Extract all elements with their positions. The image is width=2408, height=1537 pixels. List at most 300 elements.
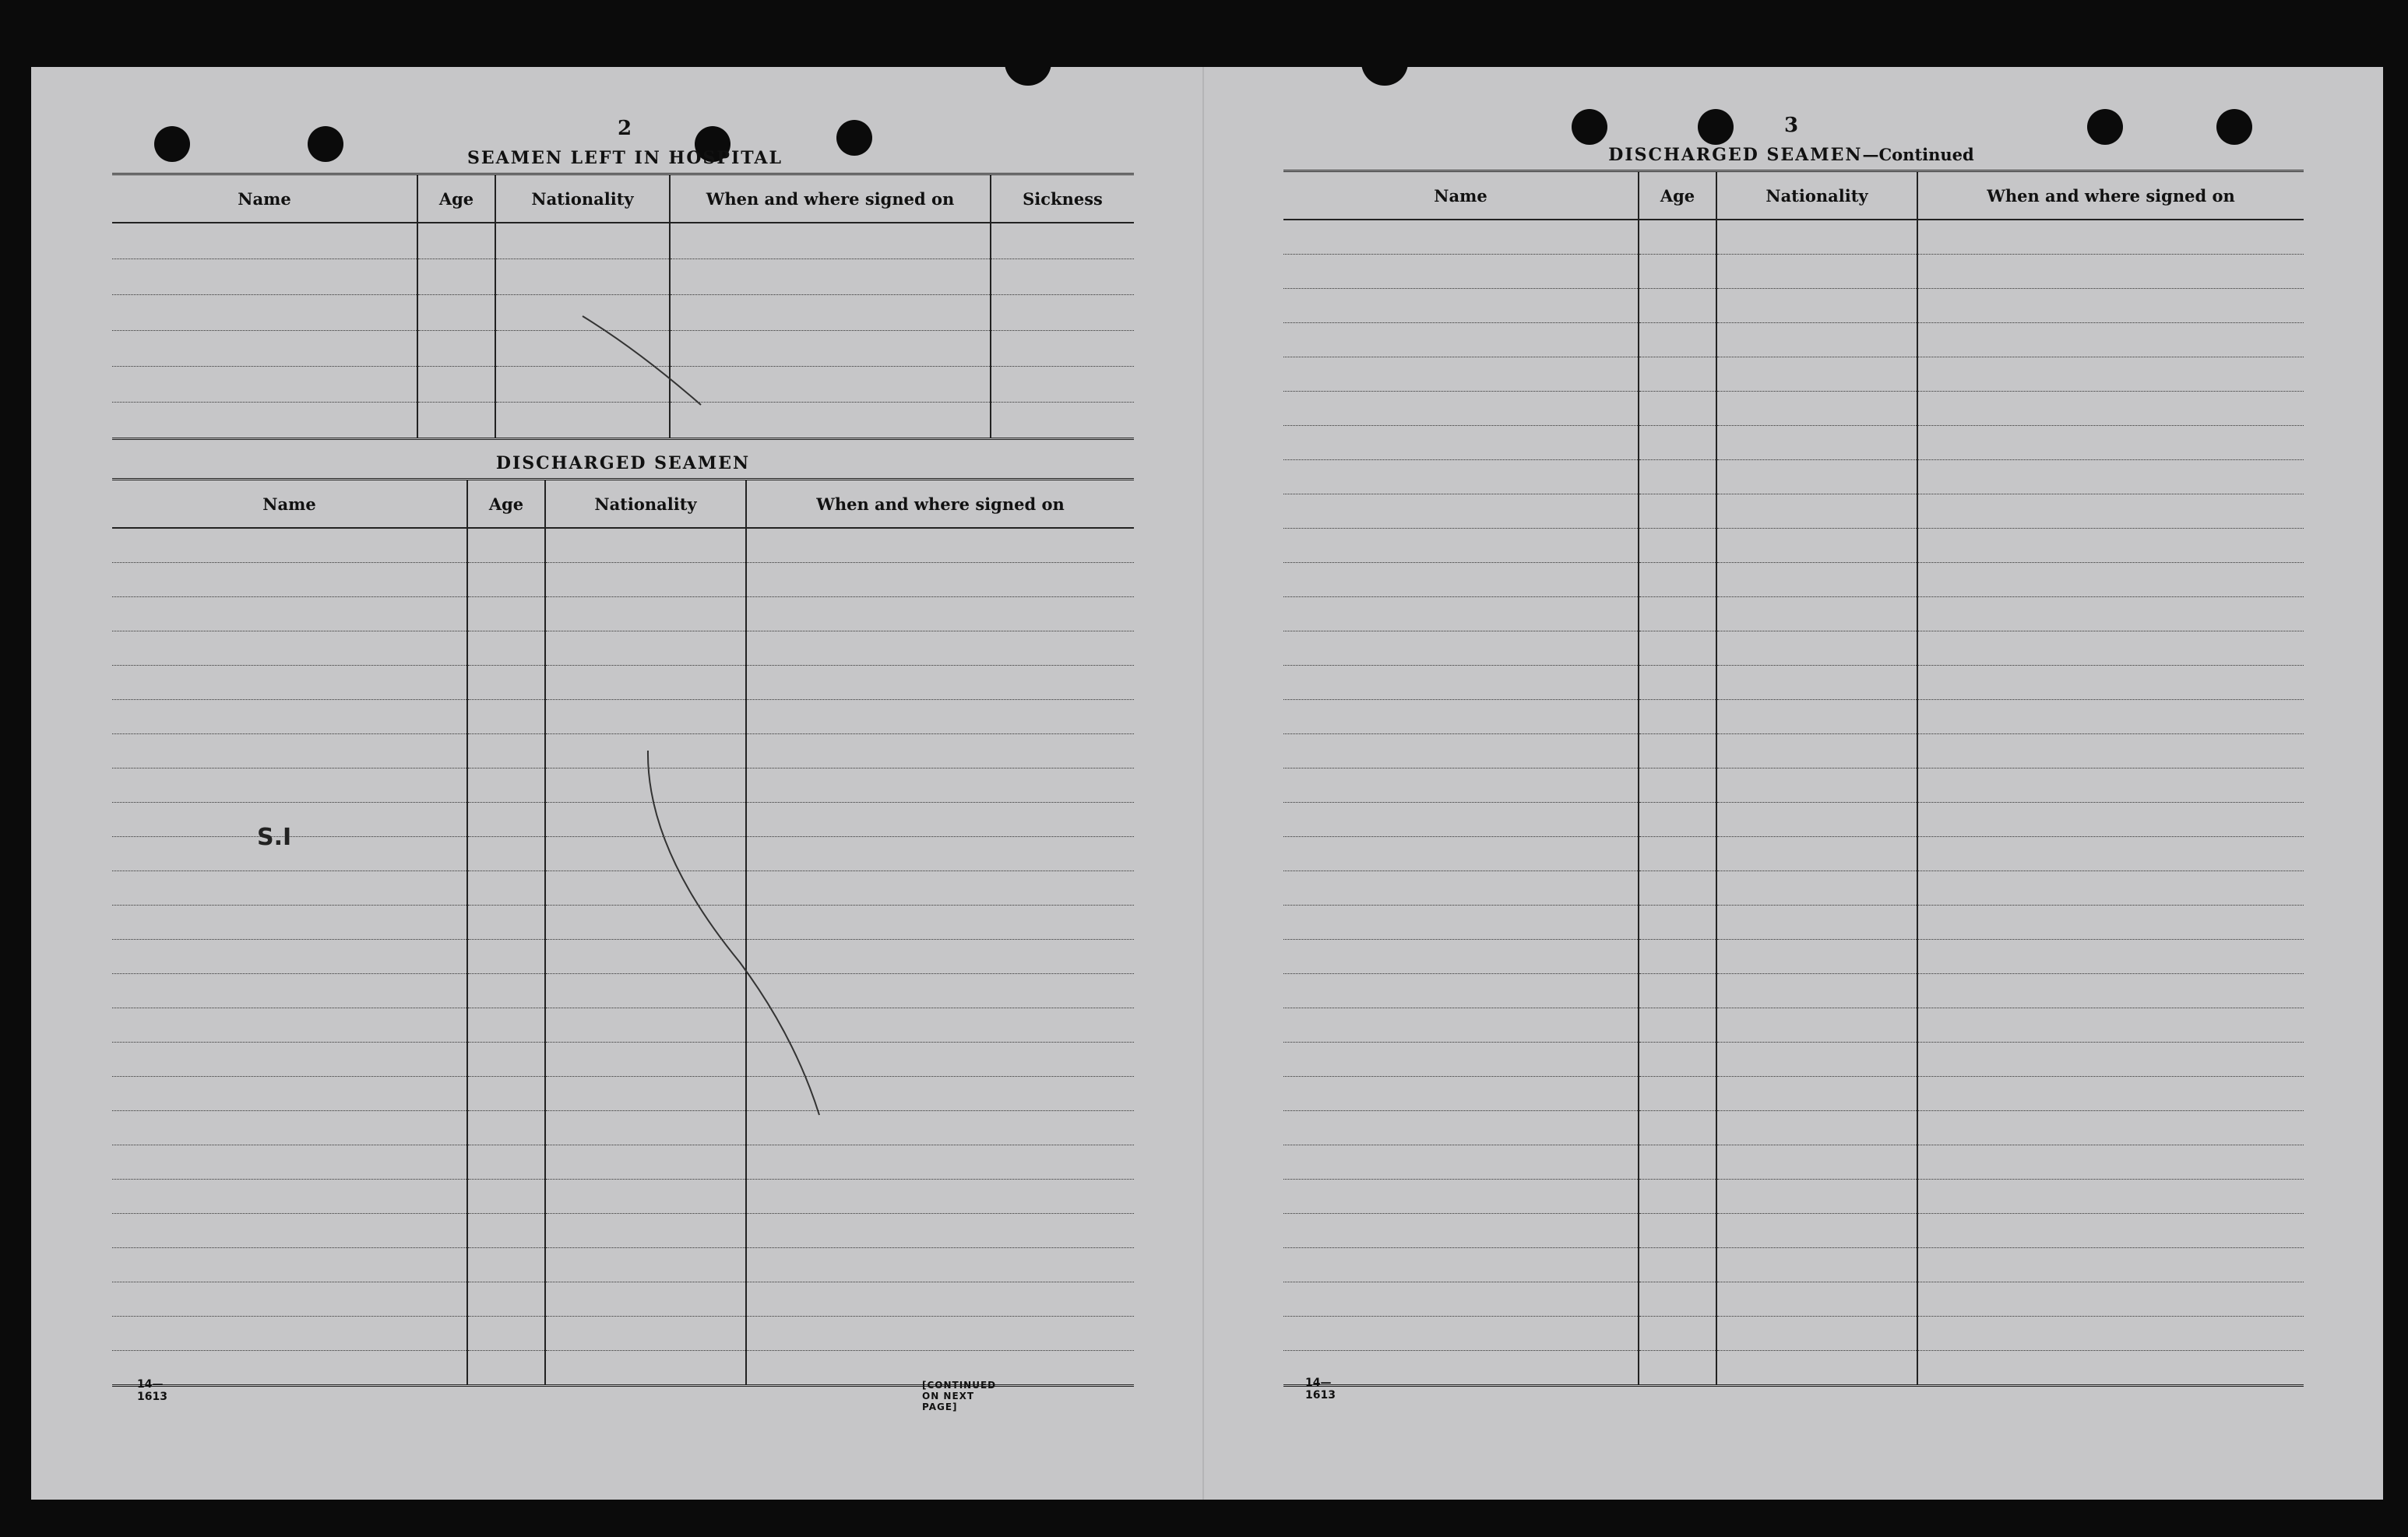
table-cell [746,528,1134,563]
table-row [112,1317,1134,1351]
table-cell [1639,255,1716,289]
table-cell [1716,563,1917,597]
table-cell [467,1111,545,1145]
column-header-signed-on: When and where signed on [746,480,1134,529]
table-cell [1639,1008,1716,1043]
table-cell [1917,289,2304,323]
table-cell [545,1282,746,1317]
table-row [112,871,1134,906]
table-cell [112,259,417,295]
table-row [112,974,1134,1008]
table-cell [991,223,1134,259]
table-cell [1283,631,1639,666]
table-cell [1639,974,1716,1008]
table-cell [112,871,467,906]
table-cell [467,768,545,803]
table-cell [467,700,545,734]
column-header-nationality: Nationality [1716,171,1917,220]
table-cell [545,734,746,768]
table-row [112,367,1134,403]
table-row [1283,734,2304,768]
table-cell [1917,563,2304,597]
table-row [112,295,1134,331]
table-cell [746,1180,1134,1214]
table-cell [545,597,746,631]
discharged-continued-table [1283,170,2304,1387]
table-cell [991,259,1134,295]
table-cell [495,223,670,259]
table-cell [467,1043,545,1077]
continued-note: [CONTINUED ON NEXT PAGE] [922,1380,997,1412]
table-cell [417,331,495,367]
table-cell [746,871,1134,906]
table-cell [1639,1248,1716,1282]
table-cell [670,295,991,331]
table-cell [1283,666,1639,700]
table-cell [545,1077,746,1111]
table-cell [746,563,1134,597]
table-cell [1716,1111,1917,1145]
table-cell [467,528,545,563]
table-row [1283,323,2304,357]
table-cell [112,734,467,768]
table-cell [1639,1214,1716,1248]
table-cell [1917,631,2304,666]
table-cell [1283,392,1639,426]
table-cell [545,700,746,734]
table-cell [1283,837,1639,871]
table-cell [1917,1351,2304,1386]
table-cell [1283,1214,1639,1248]
table-row [1283,803,2304,837]
table-cell [1917,460,2304,494]
table-row [112,563,1134,597]
table-cell [1283,460,1639,494]
table-cell [1917,1180,2304,1214]
table-cell [670,259,991,295]
discharged-table [112,478,1134,1387]
table-cell [467,974,545,1008]
table-row [112,1145,1134,1180]
table-cell [417,295,495,331]
column-header-age: Age [417,174,495,223]
table-cell [1917,974,2304,1008]
table-row [112,1180,1134,1214]
form-number: 14—1613 [1305,1377,1336,1402]
table-cell [467,666,545,700]
table-row [1283,906,2304,940]
column-header-sickness: Sickness [991,174,1134,223]
table-cell [1716,529,1917,563]
table-cell [545,528,746,563]
form-number: 14—1613 [137,1378,167,1403]
table-row [112,1248,1134,1282]
table-cell [1716,940,1917,974]
table-cell [1283,1043,1639,1077]
table-cell [1283,1282,1639,1317]
table-cell [1639,220,1716,255]
table-cell [112,1043,467,1077]
table-row [112,906,1134,940]
table-cell [1716,1180,1917,1214]
table-cell [1639,700,1716,734]
table-cell [670,223,991,259]
table-cell [1917,940,2304,974]
column-header-age: Age [1639,171,1716,220]
table-cell [1639,323,1716,357]
table-cell [112,331,417,367]
table-cell [467,1008,545,1043]
table-cell [1716,1214,1917,1248]
table-cell [1283,220,1639,255]
table-row [1283,940,2304,974]
table-row [1283,220,2304,255]
table-row [1283,1248,2304,1282]
table-cell [545,1317,746,1351]
table-cell [1716,803,1917,837]
table-row [112,666,1134,700]
table-cell [670,331,991,367]
table-cell [417,223,495,259]
table-cell [467,1248,545,1282]
table-row [112,700,1134,734]
table-row [1283,1077,2304,1111]
table-cell [545,666,746,700]
table-cell [1716,220,1917,255]
table-cell [1917,220,2304,255]
table-cell [1283,323,1639,357]
table-cell [545,906,746,940]
table-cell [1917,255,2304,289]
table-cell [1283,1077,1639,1111]
table-cell [1716,357,1917,392]
table-header-row [112,480,1134,529]
table-cell [991,331,1134,367]
table-cell [1917,357,2304,392]
binder-hole [2216,109,2252,145]
table-cell [1917,1111,2304,1145]
table-cell [1716,768,1917,803]
table-cell [1716,1043,1917,1077]
table-cell [1917,768,2304,803]
table-cell [1917,906,2304,940]
table-cell [1283,529,1639,563]
table-cell [1283,1248,1639,1282]
table-cell [112,563,467,597]
table-cell [467,631,545,666]
table-cell [1639,1317,1716,1351]
column-header-name: Name [112,480,467,529]
table-cell [1917,871,2304,906]
table-cell [112,666,467,700]
table-cell [1639,597,1716,631]
table-cell [1716,837,1917,871]
table-cell [1917,734,2304,768]
table-cell [1283,700,1639,734]
table-cell [467,940,545,974]
table-cell [1716,289,1917,323]
table-cell [1283,494,1639,529]
page-number: 2 [617,117,632,140]
table-cell [1917,597,2304,631]
table-cell [1283,357,1639,392]
table-cell [746,734,1134,768]
table-cell [495,259,670,295]
table-cell [1639,768,1716,803]
table-cell [1639,563,1716,597]
table-row [1283,1043,2304,1077]
table-row [112,403,1134,439]
table-cell [1716,1248,1917,1282]
table-cell [1283,1351,1639,1386]
table-cell [1716,1077,1917,1111]
table-cell [1639,392,1716,426]
table-cell [545,1008,746,1043]
table-row [112,331,1134,367]
table-row [112,1111,1134,1145]
table-cell [112,367,417,403]
table-header-row [1283,171,2304,220]
table-cell [1639,1077,1716,1111]
table-row [1283,1282,2304,1317]
table-cell [1917,1145,2304,1180]
table-cell [1639,529,1716,563]
table-cell [1917,1317,2304,1351]
table-cell [1639,940,1716,974]
table-cell [1639,734,1716,768]
table-cell [545,803,746,837]
table-cell [1639,837,1716,871]
table-cell [112,597,467,631]
table-cell [467,734,545,768]
table-cell [112,906,467,940]
table-cell [1917,426,2304,460]
table-cell [467,1351,545,1386]
table-cell [1283,871,1639,906]
table-cell [746,837,1134,871]
table-cell [1283,1145,1639,1180]
table-cell [1716,871,1917,906]
table-cell [1917,1282,2304,1317]
table-cell [1917,1077,2304,1111]
table-cell [467,906,545,940]
table-row [1283,289,2304,323]
table-cell [1283,1111,1639,1145]
table-cell [1716,906,1917,940]
table-row [1283,871,2304,906]
table-cell [746,1043,1134,1077]
column-header-name: Name [1283,171,1639,220]
table-cell [495,295,670,331]
discharged-continued-table-body [1283,220,2304,1386]
table-cell [545,768,746,803]
table-row [112,1008,1134,1043]
table-cell [1917,1248,2304,1282]
table-cell [112,223,417,259]
table-row [1283,837,2304,871]
table-cell [112,1180,467,1214]
page-number: 3 [1783,114,1799,137]
table-cell [1639,1282,1716,1317]
table-cell [746,597,1134,631]
table-cell [746,1145,1134,1180]
table-cell [1716,392,1917,426]
table-row [112,940,1134,974]
table-cell [1639,1351,1716,1386]
table-cell [1283,1317,1639,1351]
table-cell [1917,666,2304,700]
table-cell [670,367,991,403]
discharged-section-title: DISCHARGED SEAMEN [495,453,751,473]
table-cell [1639,357,1716,392]
table-cell [1917,529,2304,563]
table-cell [1716,666,1917,700]
table-cell [112,631,467,666]
table-row [112,1282,1134,1317]
table-cell [112,1008,467,1043]
table-row [1283,563,2304,597]
table-cell [112,768,467,803]
table-cell [545,1351,746,1386]
table-cell [1283,974,1639,1008]
column-header-signed-on: When and where signed on [670,174,991,223]
table-cell [1283,768,1639,803]
table-cell [545,1043,746,1077]
table-row [1283,255,2304,289]
table-cell [417,259,495,295]
column-header-signed-on: When and where signed on [1917,171,2304,220]
column-header-nationality: Nationality [495,174,670,223]
table-cell [467,1180,545,1214]
discharged-table-body [112,528,1134,1386]
binder-hole [154,126,190,162]
table-cell [1917,392,2304,426]
table-cell [1639,1043,1716,1077]
table-cell [1716,494,1917,529]
table-cell [1639,289,1716,323]
title-main: DISCHARGED SEAMEN [1608,145,1863,165]
table-cell [746,666,1134,700]
table-cell [1639,494,1716,529]
table-cell [1716,323,1917,357]
table-cell [1917,1008,2304,1043]
table-cell [112,403,417,439]
table-row [1283,392,2304,426]
table-cell [746,1282,1134,1317]
table-cell [991,367,1134,403]
table-cell [467,1145,545,1180]
table-cell [1716,255,1917,289]
table-cell [1639,1111,1716,1145]
table-cell [467,563,545,597]
table-cell [1283,255,1639,289]
table-cell [112,295,417,331]
table-cell [545,1214,746,1248]
table-row [1283,1317,2304,1351]
table-cell [112,1214,467,1248]
table-cell [746,1111,1134,1145]
binder-hole [1572,109,1607,145]
column-header-nationality: Nationality [545,480,746,529]
table-cell [1716,734,1917,768]
table-cell [467,803,545,837]
table-cell [1639,666,1716,700]
table-cell [1917,494,2304,529]
column-header-age: Age [467,480,545,529]
table-cell [545,563,746,597]
table-cell [545,1111,746,1145]
table-cell [1716,1282,1917,1317]
table-row [1283,426,2304,460]
table-cell [1283,426,1639,460]
table-cell [1283,1180,1639,1214]
discharged-continued-title [1589,145,1994,165]
table-cell [1639,906,1716,940]
table-cell [1716,700,1917,734]
hospital-table-body [112,223,1134,439]
table-cell [417,367,495,403]
table-row [112,1077,1134,1111]
table-cell [1283,1008,1639,1043]
table-row [1283,597,2304,631]
table-row [1283,494,2304,529]
table-cell [112,974,467,1008]
table-cell [1639,803,1716,837]
table-cell [1283,289,1639,323]
table-row [112,223,1134,259]
table-cell [1917,1214,2304,1248]
table-cell [495,403,670,439]
table-cell [1639,1180,1716,1214]
table-cell [112,1077,467,1111]
table-cell [545,871,746,906]
table-cell [746,1008,1134,1043]
table-cell [467,1214,545,1248]
table-cell [1917,1043,2304,1077]
table-cell [545,1248,746,1282]
hospital-table [112,173,1134,440]
table-cell [1283,940,1639,974]
table-cell [112,1145,467,1180]
table-cell [1716,1145,1917,1180]
table-cell [467,1282,545,1317]
table-cell [1917,803,2304,837]
table-cell [746,1214,1134,1248]
table-row [1283,666,2304,700]
table-cell [545,940,746,974]
table-cell [112,1282,467,1317]
table-cell [112,1248,467,1282]
table-row [112,1043,1134,1077]
table-row [1283,1008,2304,1043]
table-row [112,1214,1134,1248]
table-cell [545,631,746,666]
table-cell [746,906,1134,940]
table-cell [746,1248,1134,1282]
table-cell [670,403,991,439]
table-row [1283,974,2304,1008]
binder-hole [2087,109,2123,145]
table-header-row [112,174,1134,223]
table-cell [1639,1145,1716,1180]
table-cell [112,940,467,974]
table-cell [1639,460,1716,494]
table-cell [112,700,467,734]
table-cell [545,1180,746,1214]
table-cell [1639,426,1716,460]
table-cell [467,1317,545,1351]
table-cell [1917,837,2304,871]
